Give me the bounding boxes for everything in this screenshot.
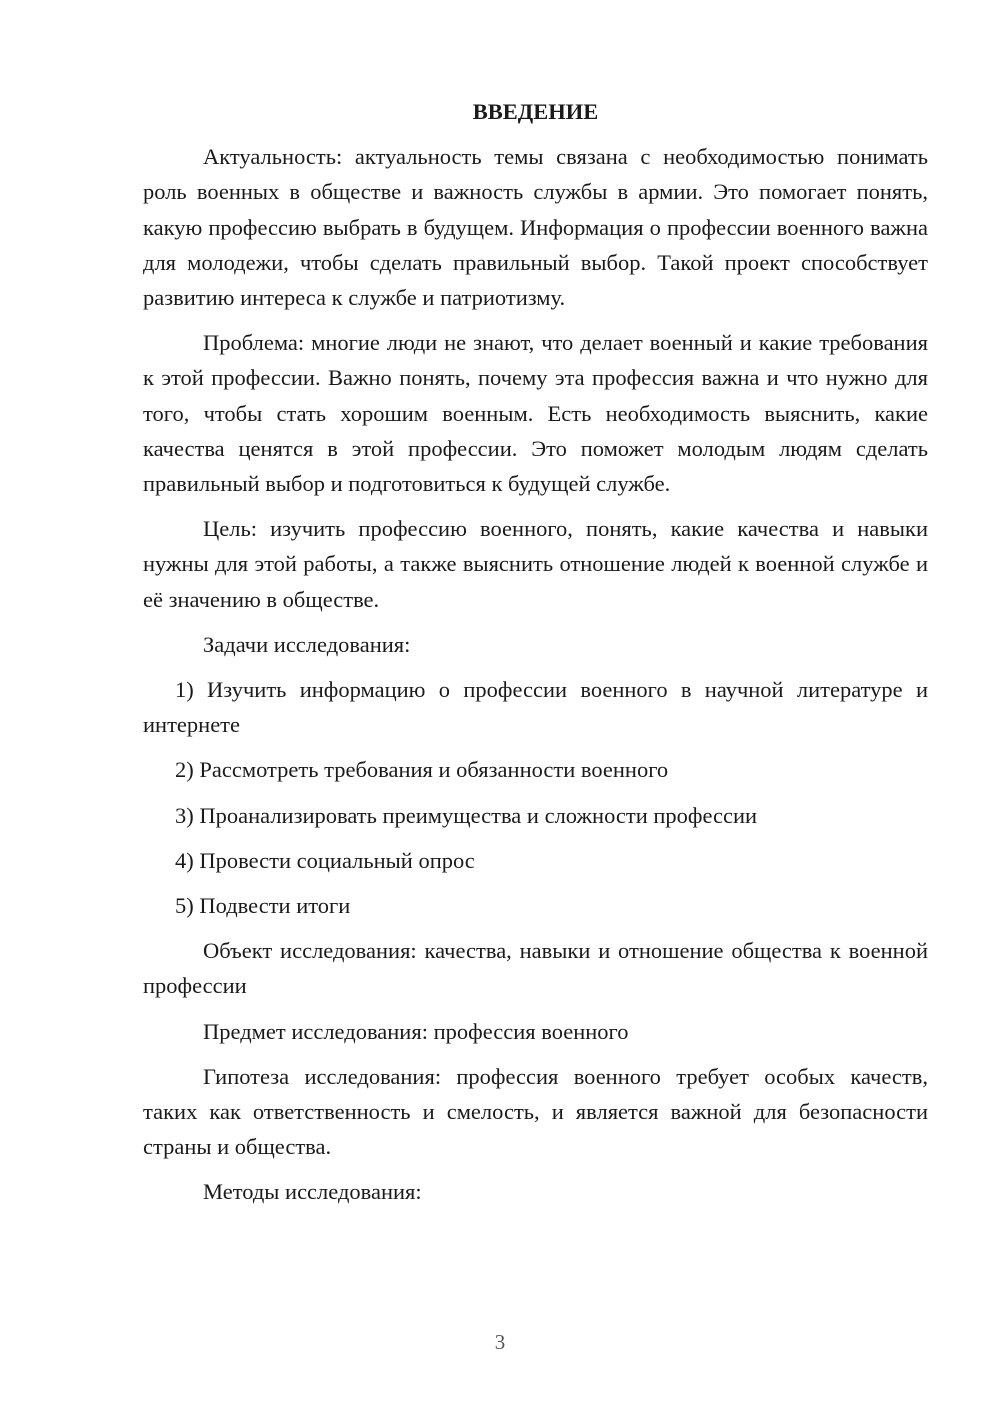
subject-paragraph: Предмет исследования: профессия военного — [203, 1018, 629, 1044]
task-item: 2) Рассмотреть требования и обязанности военного — [175, 757, 669, 783]
methods-heading: Методы исследования: — [203, 1179, 422, 1205]
task-item: 4) Провести социальный опрос — [175, 847, 475, 873]
goal-paragraph: Цель: изучить профессию военного, понять, какие качества и навыки нужны для этой работы, а также выяснить отношение людей к военной службе и её значению в обществе. — [143, 516, 928, 612]
problem-paragraph: Проблема: многие люди не знают, что делает военный и какие требования к этой профессии. Важно понять, почему эта профессия важна и что нужно для того, чтобы стать хорошим военным. Есть необходимость выяснить, какие качества ценятся в этой профессии. Это поможет молодым людям сделать правильный выбор и подготовиться к будущей службе. — [143, 330, 928, 497]
page-number: 3 — [494, 1330, 506, 1354]
tasks-heading: Задачи исследования: — [203, 631, 411, 657]
hypothesis-paragraph: Гипотеза исследования: профессия военного требует особых качеств, таких как ответственность и смелость, и является важной для безопасности страны и общества. — [143, 1063, 928, 1160]
relevance-paragraph: Актуальность: актуальность темы связана с необходимостью понимать роль военных в обществе и важность службы в армии. Это помогает понять, какую профессию выбрать в будущем. Информация о профессии военного важна для молодежи, чтобы сделать правильный выбор. Такой проект способствует развитию интереса к службе и патриотизму. — [143, 144, 928, 311]
task-item: 3) Проанализировать преимущества и сложности профессии — [175, 802, 758, 828]
page-content — [143, 94, 928, 1220]
task-item: 1) Изучить информацию о профессии военного в научной литературе и интернете — [143, 677, 928, 738]
task-item: 5) Подвести итоги — [175, 893, 351, 919]
section-title: ВВЕДЕНИЕ — [472, 99, 599, 124]
object-paragraph: Объект исследования: качества, навыки и отношение общества к военной профессии — [143, 938, 928, 999]
